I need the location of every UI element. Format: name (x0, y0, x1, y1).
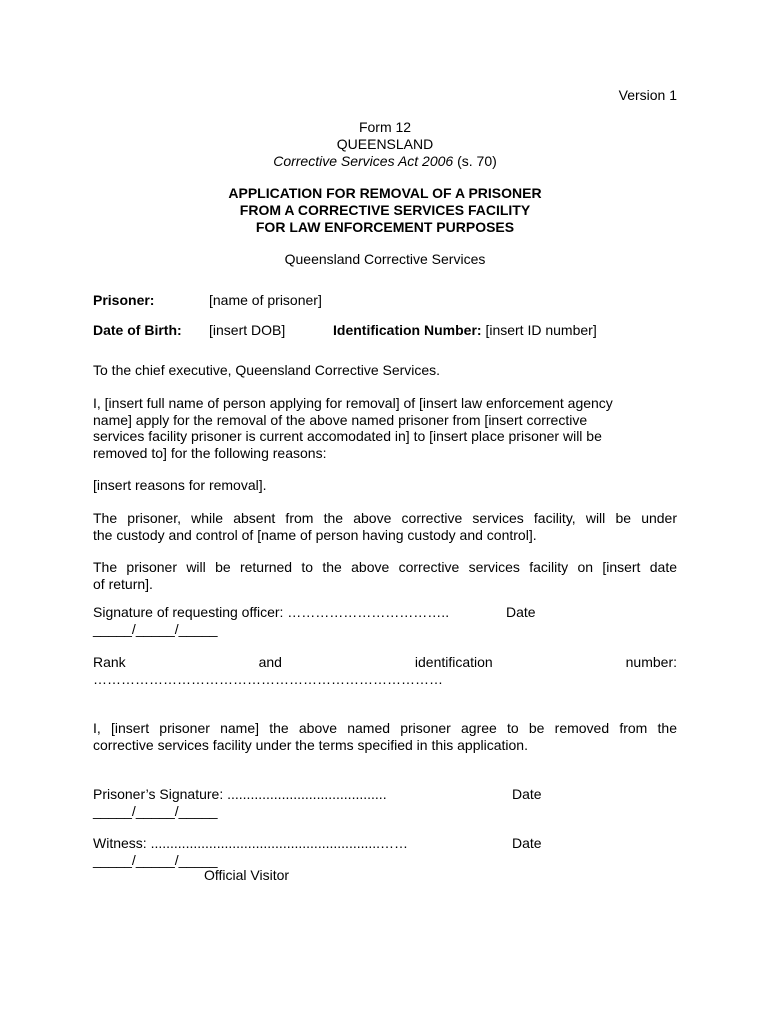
prisoner-date-blank: _____/_____/_____ (93, 803, 218, 819)
para1-line-3: services facility prisoner is current accomodated in] to [insert place prisoner will be (93, 428, 602, 444)
witness-signature-line: Witness: ...........................................................…… (93, 835, 409, 851)
para2-line-1: The prisoner, while absent from the above corrective services facility, will be under (93, 510, 677, 526)
act-section: (s. 70) (453, 153, 497, 169)
custody-paragraph (93, 510, 677, 543)
id-number (333, 322, 597, 339)
para3-line-1: The prisoner will be returned to the above corrective services facility on [insert date (93, 559, 677, 575)
consent-paragraph (93, 720, 677, 753)
consent-line-1: I, [insert prisoner name] the above named prisoner agree to be removed from the (93, 720, 677, 736)
officer-date-blank: _____/_____/_____ (93, 621, 218, 637)
witness-title: Official Visitor (204, 867, 290, 883)
id-label: Identification Number: (333, 322, 482, 338)
act-citation (0, 153, 770, 170)
state-name: QUEENSLAND (336, 136, 434, 152)
addressee-line: To the chief executive, Queensland Corrective Services. (93, 362, 441, 378)
title-line-1: APPLICATION FOR REMOVAL OF A PRISONER (228, 185, 542, 201)
return-paragraph (93, 559, 677, 592)
application-paragraph (93, 395, 677, 461)
consent-line-2: corrective services facility under the terms specified in this application. (93, 736, 528, 753)
dob-label: Date of Birth: (93, 322, 182, 338)
act-name: Corrective Services Act 2006 (273, 153, 454, 169)
rank-word-2: and (258, 654, 282, 670)
agency-name: Queensland Corrective Services (284, 251, 486, 267)
para1-line-1-text: I, [insert full name of person applying for removal] of [insert law enforcement agency (93, 395, 613, 411)
para1-line-4: removed to] for the following reasons: (93, 444, 327, 461)
rank-blank-line: ………………………………………………………………… (93, 671, 443, 687)
witness-date-label: Date (512, 835, 542, 851)
para2-line-2: the custody and control of [name of person having custody and control]. (93, 526, 537, 543)
version-label: Version 1 (618, 87, 677, 103)
rank-word-3: identification (414, 654, 493, 670)
id-field: [insert ID number] (481, 322, 597, 338)
reasons-field: [insert reasons for removal]. (93, 477, 267, 493)
officer-signature-line: Signature of requesting officer: …………………………….. (93, 604, 450, 620)
para3-line-2: of return]. (93, 575, 153, 592)
prisoner-signature-line: Prisoner’s Signature: ......................................... (93, 786, 387, 802)
witness-date-blank: _____/_____/_____ (93, 852, 218, 868)
title-line-3: FOR LAW ENFORCEMENT PURPOSES (255, 219, 515, 235)
prisoner-name-field: [name of prisoner] (209, 292, 322, 308)
form-number: Form 12 (358, 119, 412, 135)
officer-date-label: Date (506, 604, 536, 620)
dob-field: [insert DOB] (209, 322, 286, 338)
rank-word-1: Rank (93, 654, 126, 670)
title-line-2: FROM A CORRECTIVE SERVICES FACILITY (239, 202, 531, 218)
prisoner-date-label: Date (512, 786, 542, 802)
para1-line-1 (93, 395, 677, 412)
rank-row (93, 654, 677, 671)
rank-word-4: number: (625, 654, 677, 670)
prisoner-label: Prisoner: (93, 292, 155, 308)
para1-line-2: name] apply for the removal of the above named prisoner from [insert corrective (93, 411, 588, 428)
